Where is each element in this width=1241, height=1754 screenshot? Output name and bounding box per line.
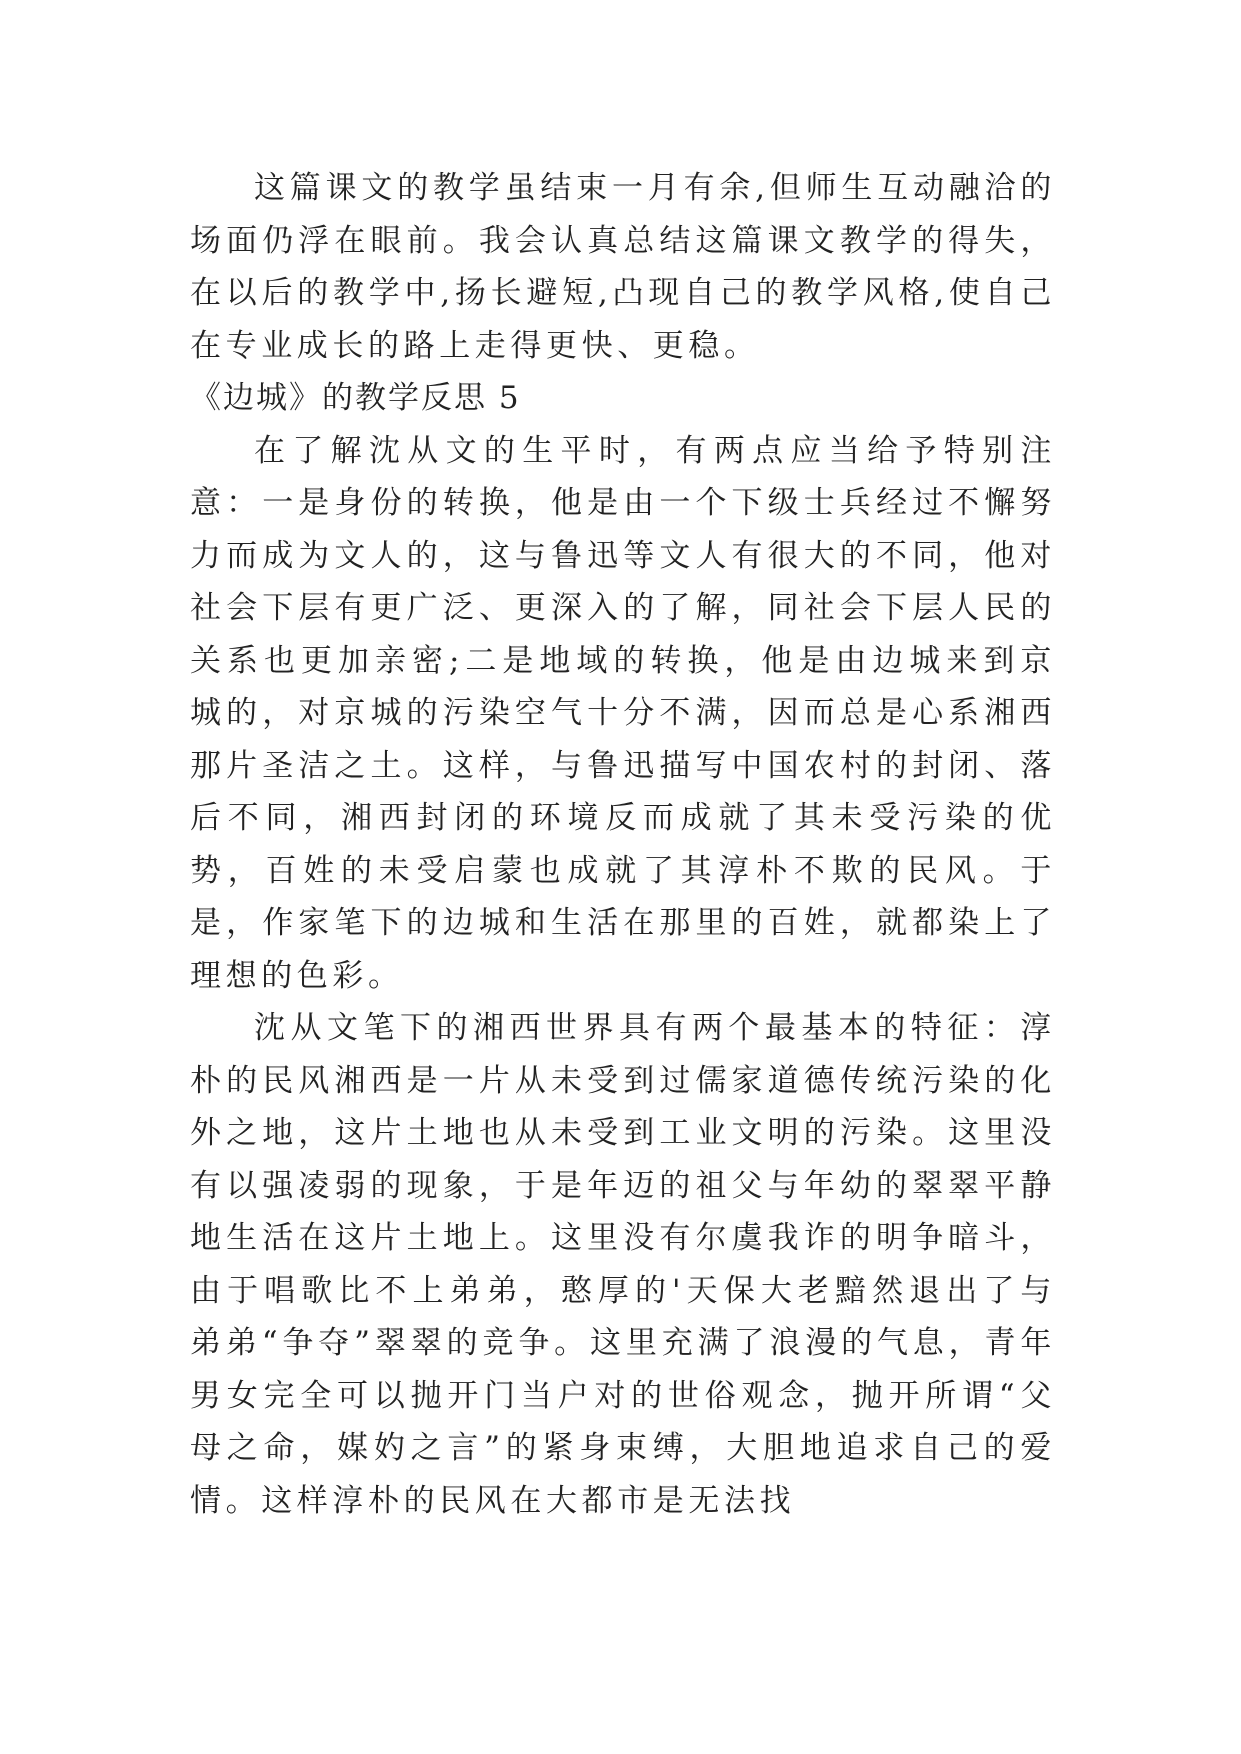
paragraph-biography: 在了解沈从文的生平时，有两点应当给予特别注意：一是身份的转换，他是由一个下级士兵经过不懈努力而成为文人的，这与鲁迅等文人有很大的不同，他对社会下层有更广泛、更深入的了解，同社会下层人民的关系也更加亲密;二是地域的转换，他是由边城来到京城的，对京城的污染空气十分不满，因而总是心系湘西那片圣洁之土。这样，与鲁迅描写中国农村的封闭、落后不同，湘西封闭的环境反而成就了其未受污染的优势，百姓的未受启蒙也成就了其淳朴不欺的民风。于是，作家笔下的边城和生活在那里的百姓，就都染上了理想的色彩。 — [190, 432, 1056, 994]
paragraph-conclusion: 这篇课文的教学虽结束一月有余,但师生互动融洽的场面仍浮在眼前。我会认真总结这篇课文教学的得失，在以后的教学中,扬长避短,凸现自己的教学风格,使自己在专业成长的路上走得更快、更稳。 — [190, 170, 1056, 364]
document-body — [190, 162, 1056, 1527]
section-heading: 《边城》的教学反思 5 — [190, 380, 521, 416]
paragraph-xiangxi-world: 沈从文笔下的湘西世界具有两个最基本的特征：淳朴的民风湘西是一片从未受到过儒家道德传统污染的化外之地，这片土地也从未受到工业文明的污染。这里没有以强凌弱的现象，于是年迈的祖父与年幼的翠翠平静地生活在这片土地上。这里没有尔虞我诈的明争暗斗，由于唱歌比不上弟弟，憨厚的'天保大老黯然退出了与弟弟“争夺”翠翠的竞争。这里充满了浪漫的气息，青年男女完全可以抛开门当户对的世俗观念，抛开所谓“父母之命，媒妁之言”的紧身束缚，大胆地追求自己的爱情。这样淳朴的民风在大都市是无法找 — [190, 1010, 1056, 1519]
